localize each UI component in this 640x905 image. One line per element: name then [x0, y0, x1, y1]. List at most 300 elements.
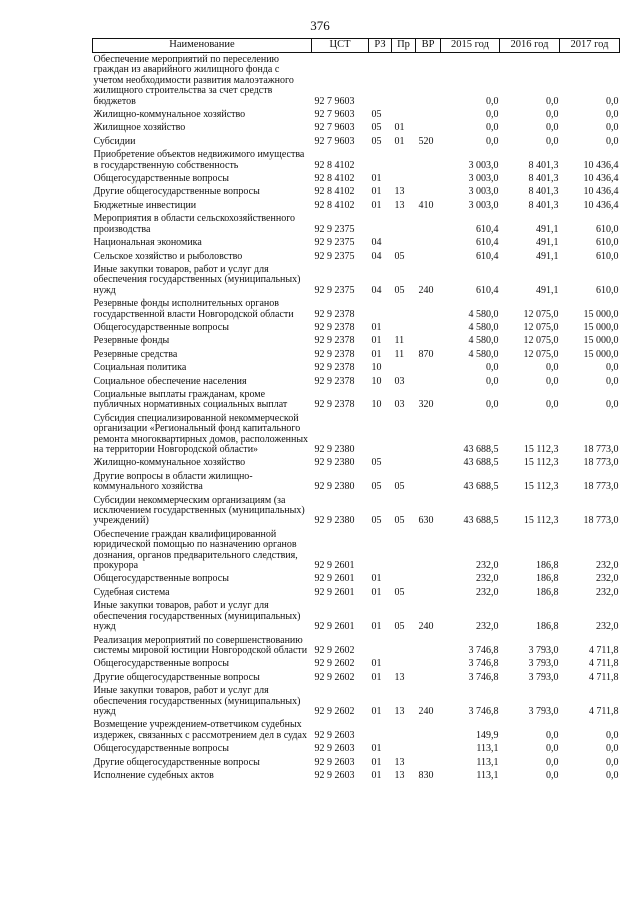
cell-2017: 15 000,0	[583, 348, 619, 360]
cell-vr	[416, 720, 441, 744]
cell-name: Резервные фонды исполнительных органов государственной власти Новгородской области	[93, 298, 294, 320]
cell-2016: 8 401,3	[528, 199, 559, 211]
header-vr: ВР	[416, 39, 441, 53]
cell-name: Жилищно-коммунальное хозяйство	[93, 457, 246, 469]
cell-2016: 491,1	[536, 223, 559, 235]
header-pr: Пр	[392, 39, 416, 53]
table-row	[93, 758, 620, 771]
cell-name: Другие общегосударственные вопросы	[93, 186, 260, 198]
cell-rz: 01	[371, 199, 382, 211]
cell-pr	[392, 574, 416, 587]
cell-2017: 15 000,0	[583, 321, 619, 333]
cell-pr	[392, 636, 416, 660]
cell-2017: 0,0	[606, 399, 619, 411]
cell-name: Жилищно-коммунальное хозяйство	[93, 109, 246, 121]
cell-cst: 92 9 2603	[314, 769, 355, 781]
cell-2015: 0,0	[486, 122, 499, 134]
cell-2017: 18 773,0	[583, 457, 619, 469]
cell-vr: 240	[418, 705, 434, 717]
table-row	[93, 336, 620, 349]
cell-cst: 92 9 2378	[314, 362, 355, 374]
cell-rz	[369, 150, 392, 174]
cell-rz: 01	[371, 586, 382, 598]
cell-2017: 18 773,0	[583, 444, 619, 455]
cell-2017: 610,0	[596, 250, 619, 262]
cell-vr	[416, 174, 441, 187]
cell-rz: 10	[371, 362, 382, 374]
cell-cst: 92 8 4102	[314, 199, 355, 211]
cell-2017: 610,0	[596, 284, 619, 296]
cell-pr: 05	[394, 250, 405, 262]
cell-pr: 05	[394, 621, 405, 633]
cell-rz	[369, 214, 392, 238]
cell-rz: 01	[371, 573, 382, 585]
cell-vr	[416, 574, 441, 587]
cell-2015: 610,4	[476, 223, 499, 235]
cell-2016: 0,0	[546, 756, 559, 768]
cell-2017: 4 711,8	[588, 705, 619, 717]
cell-2016: 12 075,0	[523, 321, 559, 333]
cell-vr	[416, 323, 441, 336]
cell-2016: 491,1	[536, 237, 559, 249]
cell-cst: 92 9 2375	[314, 250, 355, 262]
cell-name: Резервные средства	[93, 348, 178, 360]
cell-2017: 0,0	[606, 743, 619, 755]
cell-vr: 870	[418, 348, 434, 360]
cell-2016: 15 112,3	[523, 481, 559, 493]
cell-name: Общегосударственные вопросы	[93, 573, 229, 585]
cell-rz: 01	[371, 621, 382, 633]
table-row	[93, 574, 620, 587]
cell-rz: 01	[371, 671, 382, 683]
cell-rz: 05	[371, 515, 382, 527]
cell-pr: 13	[394, 756, 405, 768]
cell-rz: 01	[371, 769, 382, 781]
cell-rz	[369, 299, 392, 323]
cell-2016: 15 112,3	[523, 457, 559, 469]
cell-2017: 0,0	[606, 769, 619, 781]
cell-pr	[392, 299, 416, 323]
cell-cst: 92 9 2378	[314, 375, 355, 387]
cell-rz: 05	[371, 122, 382, 134]
table-body	[93, 53, 620, 785]
cell-2015: 610,4	[476, 250, 499, 262]
cell-name: Обеспечение граждан квалифицированной юридической помощью по назначению органов дознания, органов предварительного следствия, прокурора	[93, 528, 298, 572]
cell-name: Реализация мероприятий по совершенствованию системы мировой юстиции Новгородской области	[93, 634, 308, 656]
table-row	[93, 390, 620, 414]
cell-rz	[369, 414, 392, 459]
cell-cst: 92 7 9603	[314, 95, 355, 107]
cell-2017: 15 000,0	[583, 335, 619, 347]
cell-2017: 232,0	[596, 621, 619, 633]
cell-vr: 830	[418, 769, 434, 781]
cell-2016: 12 075,0	[523, 335, 559, 347]
cell-pr	[392, 414, 416, 459]
cell-2015: 3 003,0	[468, 186, 499, 198]
cell-2017: 610,0	[596, 223, 619, 235]
cell-2016: 0,0	[546, 95, 559, 107]
cell-name: Резервные фонды	[93, 335, 170, 347]
cell-cst: 92 9 2602	[314, 671, 355, 683]
cell-2017: 4 711,8	[588, 671, 619, 683]
cell-name: Общегосударственные вопросы	[93, 173, 229, 185]
cell-2017: 0,0	[606, 362, 619, 374]
cell-pr: 13	[394, 769, 405, 781]
cell-rz: 01	[371, 705, 382, 717]
cell-cst: 92 9 2602	[314, 705, 355, 717]
table-row	[93, 53, 620, 111]
cell-rz: 05	[371, 135, 382, 147]
cell-2017: 232,0	[596, 586, 619, 598]
table-row	[93, 659, 620, 672]
cell-cst: 92 9 2601	[314, 586, 355, 598]
table-row	[93, 771, 620, 784]
cell-vr	[416, 150, 441, 174]
table-row	[93, 174, 620, 187]
cell-2016: 0,0	[546, 399, 559, 411]
cell-2017: 18 773,0	[583, 481, 619, 493]
header-2017: 2017 год	[560, 39, 620, 53]
cell-cst: 92 9 2601	[314, 621, 355, 633]
cell-2015: 232,0	[476, 586, 499, 598]
cell-rz: 04	[371, 284, 382, 296]
cell-pr	[392, 363, 416, 376]
cell-name: Национальная экономика	[93, 237, 202, 249]
cell-name: Общегосударственные вопросы	[93, 743, 229, 755]
cell-vr	[416, 187, 441, 200]
cell-2016: 0,0	[546, 729, 559, 741]
table-row	[93, 377, 620, 390]
cell-2017: 0,0	[606, 375, 619, 387]
cell-2017: 232,0	[596, 573, 619, 585]
cell-cst: 92 8 4102	[314, 159, 355, 171]
cell-rz	[369, 530, 392, 575]
cell-pr	[392, 214, 416, 238]
cell-2015: 3 746,8	[468, 658, 499, 670]
cell-2015: 610,4	[476, 284, 499, 296]
cell-2016: 15 112,3	[523, 515, 559, 527]
cell-name: Социальная политика	[93, 362, 187, 374]
cell-pr	[392, 150, 416, 174]
cell-cst: 92 9 2375	[314, 223, 355, 235]
cell-name: Мероприятия в области сельскохозяйственного производства	[93, 213, 296, 235]
cell-name: Судебная система	[93, 586, 170, 598]
cell-cst: 92 8 4102	[314, 186, 355, 198]
cell-cst: 92 9 2603	[314, 743, 355, 755]
cell-name: Иные закупки товаров, работ и услуг для обеспечения государственных (муниципальных) нужд	[93, 600, 301, 633]
table-row	[93, 150, 620, 174]
cell-2016: 8 401,3	[528, 159, 559, 171]
cell-2016: 0,0	[546, 135, 559, 147]
cell-2017: 10 436,4	[583, 199, 619, 211]
cell-name: Бюджетные инвестиции	[93, 199, 197, 211]
cell-pr	[392, 720, 416, 744]
cell-2016: 3 793,0	[528, 671, 559, 683]
cell-2017: 10 436,4	[583, 159, 619, 171]
cell-pr: 11	[394, 348, 405, 360]
cell-name: Жилищное хозяйство	[93, 122, 186, 134]
cell-vr	[416, 363, 441, 376]
table-row	[93, 720, 620, 744]
cell-vr	[416, 588, 441, 601]
cell-cst: 92 7 9603	[314, 135, 355, 147]
table-row	[93, 252, 620, 265]
cell-2015: 3 003,0	[468, 159, 499, 171]
cell-pr	[392, 744, 416, 757]
header-name: Наименование	[93, 39, 312, 53]
cell-rz: 01	[371, 756, 382, 768]
cell-cst: 92 7 9603	[314, 122, 355, 134]
cell-pr	[392, 174, 416, 187]
cell-vr	[416, 659, 441, 672]
table-row	[93, 530, 620, 575]
cell-2015: 3 003,0	[468, 199, 499, 211]
cell-rz: 04	[371, 250, 382, 262]
cell-pr: 11	[394, 335, 405, 347]
cell-2016: 0,0	[546, 109, 559, 121]
cell-name: Сельское хозяйство и рыболовство	[93, 250, 243, 262]
cell-2017: 18 773,0	[583, 515, 619, 527]
cell-pr	[392, 659, 416, 672]
cell-2015: 149,9	[476, 729, 499, 741]
cell-2016: 0,0	[546, 122, 559, 134]
cell-vr: 520	[418, 135, 434, 147]
cell-name: Приобретение объектов недвижимого имущества в государственную собственность	[93, 149, 305, 171]
cell-2016: 491,1	[536, 250, 559, 262]
cell-rz: 05	[371, 457, 382, 469]
cell-2017: 232,0	[596, 560, 619, 572]
cell-2017: 0,0	[606, 109, 619, 121]
cell-pr: 13	[394, 705, 405, 717]
cell-name: Другие общегосударственные вопросы	[93, 671, 260, 683]
cell-2015: 0,0	[486, 95, 499, 107]
cell-vr	[416, 744, 441, 757]
cell-vr	[416, 53, 441, 111]
cell-pr: 13	[394, 199, 405, 211]
cell-vr	[416, 336, 441, 349]
cell-cst: 92 8 4102	[314, 173, 355, 185]
cell-vr	[416, 636, 441, 660]
table-row	[93, 214, 620, 238]
cell-2017: 4 711,8	[588, 644, 619, 656]
cell-pr: 13	[394, 186, 405, 198]
cell-cst: 92 9 2378	[314, 308, 355, 320]
cell-2016: 0,0	[546, 769, 559, 781]
cell-cst: 92 9 2380	[314, 457, 355, 469]
cell-rz: 10	[371, 399, 382, 411]
cell-pr: 05	[394, 481, 405, 493]
cell-pr: 01	[394, 135, 405, 147]
cell-pr	[392, 458, 416, 471]
cell-2017: 10 436,4	[583, 173, 619, 185]
cell-vr	[416, 110, 441, 123]
cell-2017: 0,0	[606, 95, 619, 107]
cell-rz: 05	[371, 481, 382, 493]
table-row	[93, 123, 620, 136]
cell-name: Исполнение судебных актов	[93, 769, 214, 781]
cell-name: Социальные выплаты гражданам, кроме публичных нормативных социальных выплат	[93, 388, 288, 411]
cell-cst: 92 9 2380	[314, 444, 355, 455]
cell-pr: 05	[394, 586, 405, 598]
cell-vr	[416, 673, 441, 686]
cell-pr	[392, 530, 416, 575]
cell-2015: 43 688,5	[463, 515, 499, 527]
cell-rz: 01	[371, 173, 382, 185]
cell-2016: 0,0	[546, 362, 559, 374]
cell-cst: 92 9 2601	[314, 560, 355, 572]
cell-vr	[416, 414, 441, 459]
cell-2015: 43 688,5	[463, 481, 499, 493]
cell-cst: 92 7 9603	[314, 109, 355, 121]
cell-2015: 0,0	[486, 135, 499, 147]
cell-2015: 0,0	[486, 109, 499, 121]
cell-pr	[392, 238, 416, 251]
cell-name: Социальное обеспечение населения	[93, 375, 247, 387]
table-row	[93, 137, 620, 150]
cell-2016: 12 075,0	[523, 308, 559, 320]
table-row	[93, 744, 620, 757]
cell-cst: 92 9 2601	[314, 573, 355, 585]
cell-2015: 610,4	[476, 237, 499, 249]
cell-2015: 232,0	[476, 621, 499, 633]
cell-rz: 01	[371, 348, 382, 360]
cell-rz: 01	[371, 658, 382, 670]
cell-pr: 03	[394, 399, 405, 411]
table-row	[93, 110, 620, 123]
table-row	[93, 350, 620, 363]
cell-cst: 92 9 2602	[314, 644, 355, 656]
cell-2017: 0,0	[606, 729, 619, 741]
cell-rz	[369, 636, 392, 660]
cell-vr	[416, 458, 441, 471]
cell-rz: 01	[371, 321, 382, 333]
cell-2016: 3 793,0	[528, 705, 559, 717]
cell-2015: 113,1	[476, 769, 499, 781]
cell-2017: 610,0	[596, 237, 619, 249]
table-header-row	[93, 39, 620, 53]
cell-pr: 01	[394, 122, 405, 134]
cell-rz: 05	[371, 109, 382, 121]
table-row	[93, 299, 620, 323]
cell-vr: 410	[418, 199, 434, 211]
cell-cst: 92 9 2603	[314, 729, 355, 741]
cell-cst: 92 9 2375	[314, 284, 355, 296]
cell-2017: 15 000,0	[583, 308, 619, 320]
cell-vr	[416, 252, 441, 265]
cell-2015: 0,0	[486, 399, 499, 411]
cell-vr	[416, 377, 441, 390]
cell-rz	[369, 720, 392, 744]
cell-2015: 232,0	[476, 560, 499, 572]
cell-name: Общегосударственные вопросы	[93, 658, 229, 670]
cell-vr	[416, 123, 441, 136]
cell-2017: 0,0	[606, 122, 619, 134]
cell-2015: 3 746,8	[468, 671, 499, 683]
cell-2015: 4 580,0	[468, 335, 499, 347]
cell-2016: 491,1	[536, 284, 559, 296]
cell-cst: 92 9 2378	[314, 348, 355, 360]
cell-pr: 05	[394, 284, 405, 296]
cell-cst: 92 9 2378	[314, 321, 355, 333]
cell-name: Другие вопросы в области жилищно-коммунального хозяйства	[93, 470, 253, 493]
table-row	[93, 472, 620, 496]
cell-2015: 43 688,5	[463, 457, 499, 469]
cell-2017: 10 436,4	[583, 186, 619, 198]
table-row	[93, 686, 620, 720]
page-number: 376	[310, 18, 330, 33]
cell-rz: 01	[371, 743, 382, 755]
cell-2016: 3 793,0	[528, 644, 559, 656]
table-row	[93, 187, 620, 200]
cell-2017: 0,0	[606, 756, 619, 768]
cell-2015: 4 580,0	[468, 348, 499, 360]
table-row	[93, 601, 620, 635]
cell-cst: 92 9 2380	[314, 481, 355, 493]
table-row	[93, 636, 620, 660]
cell-vr: 240	[418, 621, 434, 633]
cell-2016: 0,0	[546, 743, 559, 755]
cell-name: Общегосударственные вопросы	[93, 321, 229, 333]
cell-pr	[392, 323, 416, 336]
cell-2015: 232,0	[476, 573, 499, 585]
cell-cst: 92 9 2375	[314, 237, 355, 249]
cell-2016: 15 112,3	[523, 444, 559, 455]
cell-name: Субсидии некоммерческим организациям (за исключением государственных (муниципальных) учреждений)	[93, 494, 305, 527]
header-cst: ЦСТ	[312, 39, 369, 53]
cell-pr: 03	[394, 375, 405, 387]
cell-vr: 240	[418, 284, 434, 296]
cell-pr: 05	[394, 515, 405, 527]
cell-2017: 4 711,8	[588, 658, 619, 670]
table-row	[93, 588, 620, 601]
cell-2016: 0,0	[546, 375, 559, 387]
table-row	[93, 323, 620, 336]
cell-2016: 186,8	[536, 621, 559, 633]
cell-2015: 113,1	[476, 756, 499, 768]
cell-2015: 3 003,0	[468, 173, 499, 185]
cell-2015: 4 580,0	[468, 308, 499, 320]
cell-rz: 10	[371, 375, 382, 387]
cell-cst: 92 9 2603	[314, 756, 355, 768]
cell-name: Иные закупки товаров, работ и услуг для обеспечения государственных (муниципальных) нужд	[93, 685, 301, 717]
cell-vr	[416, 472, 441, 496]
table-row	[93, 496, 620, 530]
cell-2015: 43 688,5	[463, 444, 499, 455]
cell-vr	[416, 758, 441, 771]
cell-pr: 13	[394, 671, 405, 683]
cell-rz	[369, 53, 392, 111]
cell-cst: 92 9 2380	[314, 515, 355, 527]
header-rz: РЗ	[369, 39, 392, 53]
table-row	[93, 265, 620, 299]
cell-vr	[416, 530, 441, 575]
cell-2016: 3 793,0	[528, 658, 559, 670]
budget-table	[92, 38, 620, 784]
cell-2016: 186,8	[536, 586, 559, 598]
cell-2015: 3 746,8	[468, 644, 499, 656]
cell-2016: 8 401,3	[528, 173, 559, 185]
cell-2016: 8 401,3	[528, 186, 559, 198]
cell-vr	[416, 299, 441, 323]
cell-pr	[392, 53, 416, 111]
cell-vr: 630	[418, 515, 434, 527]
cell-2015: 3 746,8	[468, 705, 499, 717]
cell-vr	[416, 238, 441, 251]
cell-name: Субсидия специализированной некоммерческой организации «Региональный фонд капитального ремонта многоквартирных домов, расположенных на территории Новгородской области»	[93, 412, 309, 455]
header-2016: 2016 год	[500, 39, 560, 53]
table-row	[93, 238, 620, 251]
cell-cst: 92 9 2378	[314, 399, 355, 411]
